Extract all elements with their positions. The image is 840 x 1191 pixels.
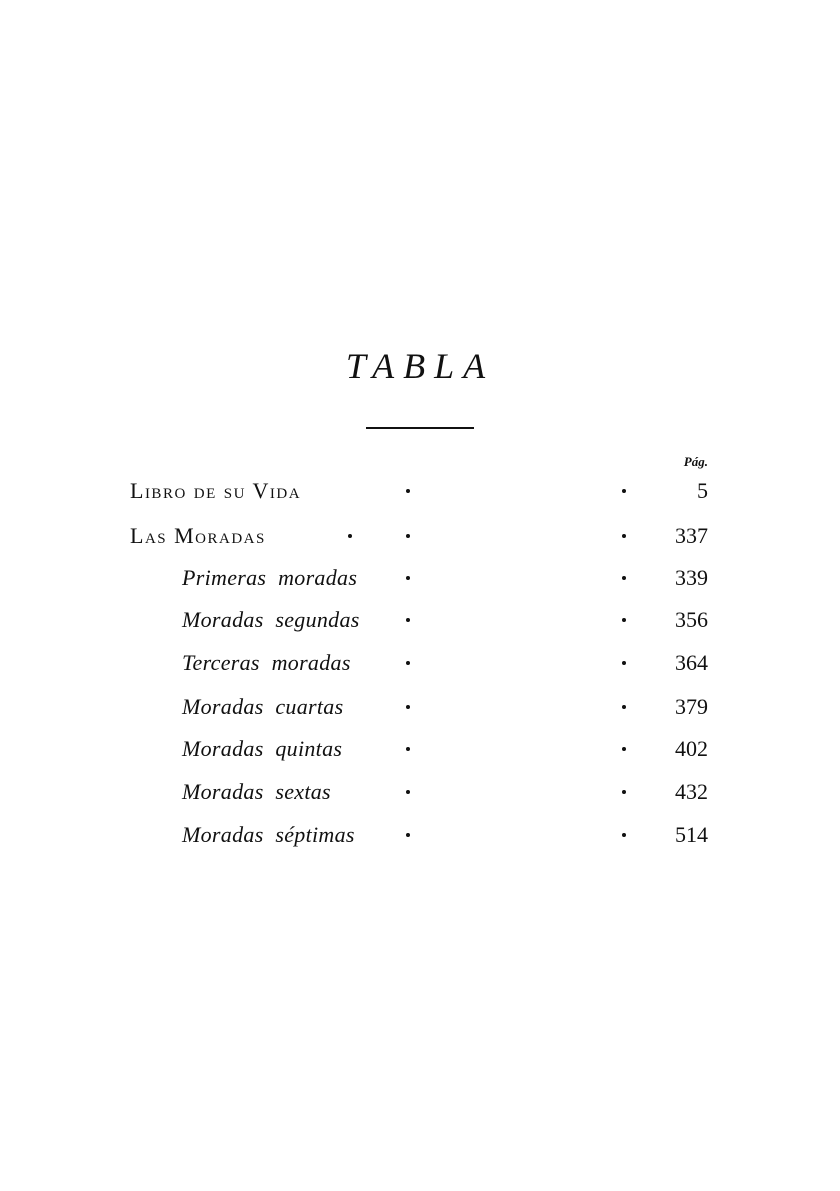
toc-entry-label: Moradas cuartas [182, 694, 344, 719]
toc-entry-page: 432 [675, 779, 708, 804]
toc-entry-label: Moradas séptimas [182, 822, 355, 847]
leader-dot [622, 705, 626, 709]
leader-dot [406, 618, 410, 622]
toc-entry-label: Las Moradas [130, 523, 266, 548]
page-column-label: Pág. [683, 454, 708, 469]
toc-entry-page: 402 [675, 736, 708, 761]
leader-dot [622, 489, 626, 493]
toc-entry-label: Terceras moradas [182, 650, 351, 675]
leader-dot [406, 747, 410, 751]
leader-dot [406, 790, 410, 794]
toc-entry-page: 337 [675, 523, 708, 548]
leader-dot [406, 489, 410, 493]
toc-entry-label: Moradas quintas [182, 736, 343, 761]
toc-entry [0, 775, 840, 809]
toc-entry-page: 339 [675, 565, 708, 590]
leader-dot [622, 661, 626, 665]
toc-entry [0, 818, 840, 852]
page-title: TABLA [345, 346, 495, 386]
leader-dot [406, 705, 410, 709]
leader-dot [406, 534, 410, 538]
toc-entry [0, 603, 840, 637]
toc-entry-page: 379 [675, 694, 708, 719]
toc-entry-label: Moradas sextas [182, 779, 331, 804]
toc-entry [0, 561, 840, 595]
toc-entry [0, 732, 840, 766]
toc-entry [0, 646, 840, 680]
toc-entry-label: Libro de su Vida [130, 478, 302, 503]
leader-dot [406, 833, 410, 837]
toc-entry-page: 5 [697, 478, 708, 503]
leader-dot [406, 576, 410, 580]
leader-dot [622, 576, 626, 580]
leader-dot [406, 661, 410, 665]
toc-entry-page: 364 [675, 650, 708, 675]
leader-dot [622, 747, 626, 751]
toc-entry-label: Primeras moradas [182, 565, 358, 590]
leader-dot [622, 534, 626, 538]
toc-entry-page: 356 [675, 607, 708, 632]
toc-entry [0, 690, 840, 724]
leader-dot [348, 534, 352, 538]
leader-dot [622, 790, 626, 794]
toc-entry [0, 474, 840, 508]
toc-entry-label: Moradas segundas [182, 607, 360, 632]
toc-entry [0, 519, 840, 553]
leader-dot [622, 618, 626, 622]
toc-entry-page: 514 [675, 822, 708, 847]
leader-dot [622, 833, 626, 837]
